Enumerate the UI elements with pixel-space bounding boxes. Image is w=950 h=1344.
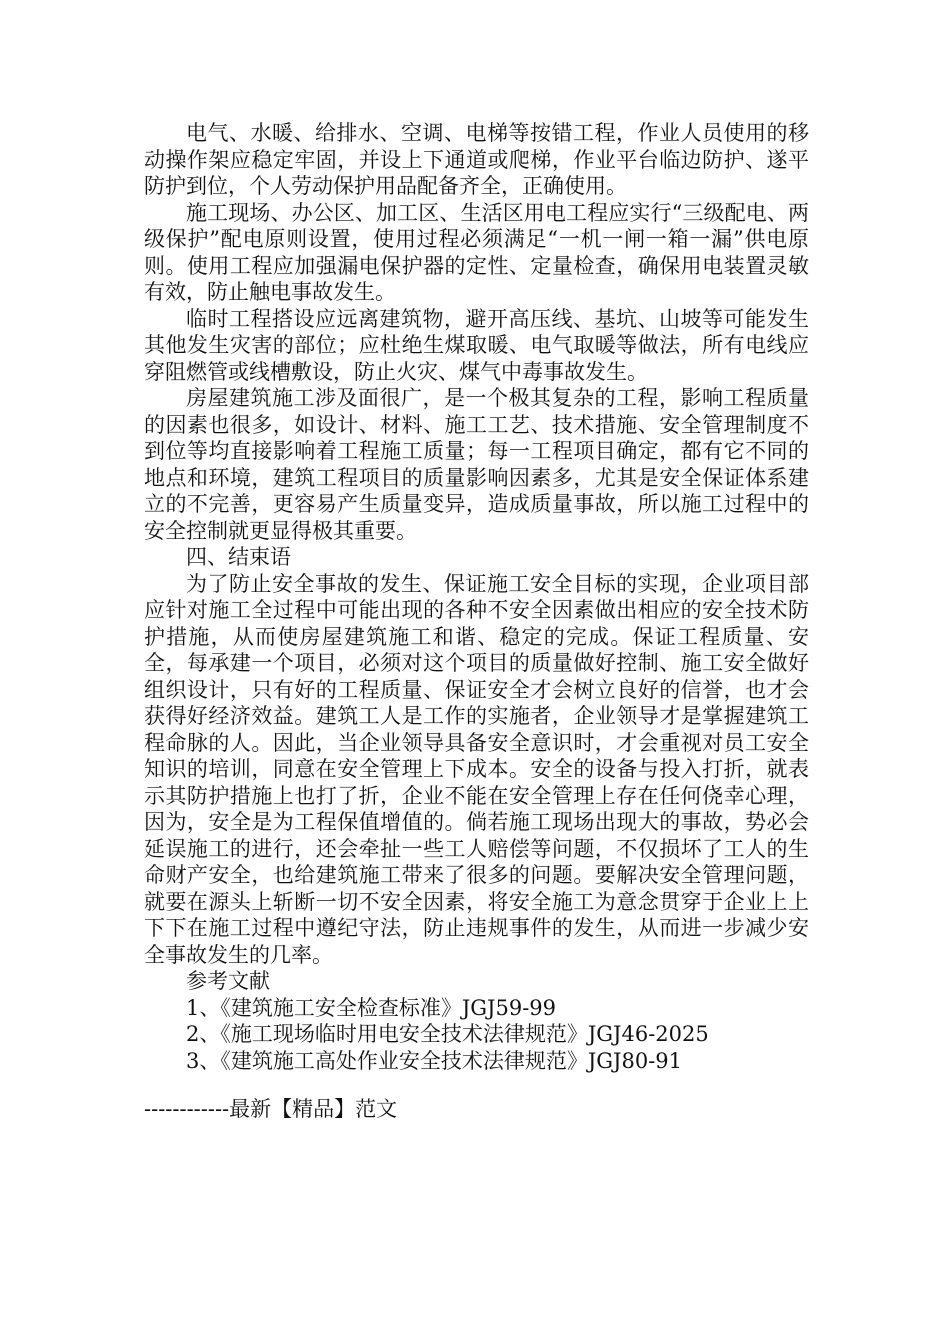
document-body bbox=[144, 120, 809, 1074]
page-footer: ------------最新【精品】范文 bbox=[144, 1097, 398, 1121]
reference-item: 2、《施工现场临时用电安全技术法律规范》JGJ46-2025 bbox=[186, 1022, 709, 1046]
body-paragraph: 临时工程搭设应远离建筑物，避开高压线、基坑、山坡等可能发生其他发生灾害的部位；应杜绝生煤取暖、电气取暖等做法，所有电线应穿阻燃管或线槽敷设，防止火灾、煤气中毒事故发生。 bbox=[144, 306, 809, 384]
body-paragraph: 房屋建筑施工涉及面很广，是一个极其复杂的工程，影响工程质量的因素也很多，如设计、材料、施工工艺、技术措施、安全管理制度不到位等均直接影响着工程施工质量；每一工程项目确定，都有它不同的地点和环境，建筑工程项目的质量影响因素多，尤其是安全保证体系建立的不完善，更容易产生质量变异，造成质量事故，所以施工过程中的安全控制就更显得极其重要。 bbox=[144, 386, 809, 543]
reference-item: 3、《建筑施工高处作业安全技术法律规范》JGJ80-91 bbox=[186, 1048, 683, 1073]
section-heading: 四、结束语 bbox=[186, 545, 291, 569]
body-paragraph: 施工现场、办公区、加工区、生活区用电工程应实行“三级配电、两级保护”配电原则设置，使用过程必须满足“一机一闸一箱一漏”供电原则。使用工程应加强漏电保护器的定性、定量检查，确保用电装置灵敏有效，防止触电事故发生。 bbox=[144, 200, 809, 304]
references-list bbox=[144, 995, 809, 1075]
reference-item: 1、《建筑施工安全检查标准》JGJ59-99 bbox=[186, 995, 557, 1020]
conclusion-paragraph: 为了防止安全事故的发生、保证施工安全目标的实现，企业项目部应针对施工全过程中可能出现的各种不安全因素做出相应的安全技术防护措施，从而使房屋建筑施工和谐、稳定的完成。保证工程质量、安全，每承建一个项目，必须对这个项目的质量做好控制、施工安全做好组织设计，只有好的工程质量、保证安全才会树立良好的信誉，也才会获得好经济效益。建筑工人是工作的实施者，企业领导才是掌握建筑工程命脉的人。因此，当企业领导具备安全意识时，才会重视对员工安全知识的培训，同意在安全管理上下成本。安全的设备与投入打折，就表示其防护措施上也打了折，企业不能在安全管理上存在任何侥幸心理，因为，安全是为工程保值增值的。倘若施工现场出现大的事故，势必会延误施工的进行，还会牵扯一些工人赔偿等问题，不仅损坏了工人的生命财产安全，也给建筑施工带来了很多的问题。要解决安全管理问题，就要在源头上斩断一切不安全因素，将安全施工为意念贯穿于企业上上下下在施工过程中遵纪守法，防止违规事件的发生，从而进一步减少安全事故发生的几率。 bbox=[144, 571, 809, 967]
references-heading: 参考文献 bbox=[186, 969, 270, 993]
body-paragraph: 电气、水暖、给排水、空调、电梯等按错工程，作业人员使用的移动操作架应稳定牢固，并设上下通道或爬梯，作业平台临边防护、遂平防护到位，个人劳动保护用品配备齐全，正确使用。 bbox=[144, 121, 809, 198]
